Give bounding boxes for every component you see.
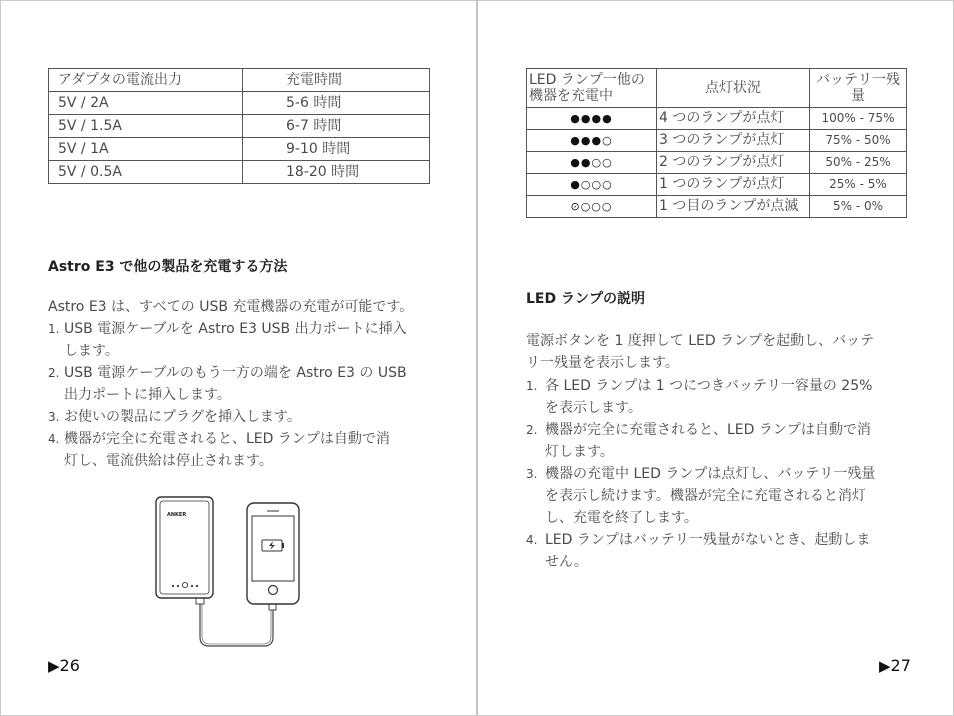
step-line: LED ランプはバッテリ一残量がないとき、起動しま <box>545 532 871 548</box>
table-header: LED ランプ一他の機器を充電中 <box>527 69 657 108</box>
intro-line: 電源ボタンを 1 度押して LED ランプを起動し、バッテ <box>526 333 875 349</box>
step-number: 4. <box>48 432 60 446</box>
table-cell: 5V / 2A <box>49 92 243 115</box>
page-number-text: 26 <box>59 656 80 675</box>
table-row <box>49 92 430 115</box>
charging-illustration <box>152 493 302 653</box>
table-cell: 5V / 0.5A <box>49 161 243 184</box>
step-line: 機器が完全に充電されると、LED ランプは自動で消 <box>64 431 390 447</box>
table-row <box>527 130 907 152</box>
step-line: 機器の充電中 LED ランプは点灯し、バッテリ一残量 <box>545 466 876 482</box>
left-page <box>0 0 476 716</box>
table-row <box>527 108 907 130</box>
table-cell: 5% - 0% <box>810 196 907 218</box>
page-number <box>879 656 911 675</box>
table-cell: 25% - 5% <box>810 174 907 196</box>
page-number <box>48 656 80 675</box>
list-item <box>48 428 438 472</box>
table-row <box>49 161 430 184</box>
led-dots-indicator: ●●●● <box>527 108 657 130</box>
page-number-text: 27 <box>890 656 911 675</box>
table-header: 充電時間 <box>243 69 430 92</box>
list-item <box>48 318 438 362</box>
table-cell: 1 つ目のランプが点滅 <box>657 196 810 218</box>
list-item <box>526 375 916 419</box>
table-header-row <box>49 69 430 92</box>
led-status-table <box>526 68 907 218</box>
table-cell: 50% - 25% <box>810 152 907 174</box>
section-title: Astro E3 で他の製品を充電する方法 <box>48 259 288 275</box>
table-cell: 9-10 時間 <box>243 138 430 161</box>
table-row <box>49 115 430 138</box>
step-line: 灯します。 <box>545 444 614 460</box>
list-item <box>526 419 916 463</box>
step-line: USB 電源ケーブルのもう一方の端を Astro E3 の USB <box>64 365 407 381</box>
led-dots-indicator: ⊙○○○ <box>527 196 657 218</box>
table-cell: 100% - 75% <box>810 108 907 130</box>
step-number: 4. <box>526 533 538 547</box>
section-title: LED ランプの説明 <box>526 291 645 307</box>
power-bank-icon <box>156 497 213 604</box>
step-line: します。 <box>64 343 119 359</box>
page-marker-icon: ▶ <box>48 657 60 675</box>
step-number: 2. <box>48 366 60 380</box>
step-line: 灯し、電流供給は停止されます。 <box>64 453 273 469</box>
table-row <box>49 138 430 161</box>
table-cell: 2 つのランプが点灯 <box>657 152 810 174</box>
charge-time-table <box>48 68 430 184</box>
step-line: し、充電を終了します。 <box>545 510 698 526</box>
step-line: 機器が完全に充電されると、LED ランプは自動で消 <box>545 422 871 438</box>
table-cell: 6-7 時間 <box>243 115 430 138</box>
table-header-row <box>527 69 907 108</box>
table-header: アダプタの電流出力 <box>49 69 243 92</box>
table-cell: 1 つのランプが点灯 <box>657 174 810 196</box>
table-cell: 75% - 50% <box>810 130 907 152</box>
phone-icon <box>247 503 299 610</box>
table-cell: 3 つのランプが点灯 <box>657 130 810 152</box>
led-dots-indicator: ●○○○ <box>527 174 657 196</box>
charging-steps <box>48 318 438 472</box>
usb-cable <box>200 604 273 646</box>
list-item <box>48 362 438 406</box>
table-cell: 18-20 時間 <box>243 161 430 184</box>
intro-text: Astro E3 は、すべての USB 充電機器の充電が可能です。 <box>48 299 414 315</box>
step-line: 各 LED ランプは 1 つにつきバッテリ一容量の 25% <box>545 378 873 394</box>
led-steps <box>526 375 916 573</box>
table-cell: 5V / 1.5A <box>49 115 243 138</box>
intro-text <box>526 330 916 374</box>
table-header: 点灯状況 <box>657 69 810 108</box>
step-line: お使いの製品にプラグを挿入します。 <box>64 409 301 425</box>
table-row <box>527 152 907 174</box>
led-dots-indicator: ●●●○ <box>527 130 657 152</box>
list-item <box>526 529 916 573</box>
step-number: 3. <box>48 410 60 424</box>
step-number: 1. <box>48 322 60 336</box>
step-number: 3. <box>526 467 538 481</box>
table-row <box>527 196 907 218</box>
list-item <box>526 463 916 529</box>
step-line: せん。 <box>545 554 588 570</box>
step-line: を表示し続けます。機器が完全に充電されると消灯 <box>545 488 866 504</box>
right-page <box>478 0 954 716</box>
table-cell: 5V / 1A <box>49 138 243 161</box>
step-line: USB 電源ケーブルを Astro E3 USB 出力ポートに挿入 <box>64 321 407 337</box>
brand-label: ANKER <box>167 512 187 518</box>
led-dots-indicator: ●●○○ <box>527 152 657 174</box>
step-number: 1. <box>526 379 538 393</box>
step-line: 出力ポートに挿入します。 <box>64 387 231 403</box>
table-cell: 5-6 時間 <box>243 92 430 115</box>
table-header: バッテリ一残量 <box>810 69 907 108</box>
table-row <box>527 174 907 196</box>
step-line: を表示します。 <box>545 400 642 416</box>
intro-line: リ一残量を表示します。 <box>526 355 679 371</box>
step-number: 2. <box>526 423 538 437</box>
page-marker-icon: ▶ <box>879 657 891 675</box>
list-item <box>48 406 438 428</box>
table-cell: 4 つのランプが点灯 <box>657 108 810 130</box>
